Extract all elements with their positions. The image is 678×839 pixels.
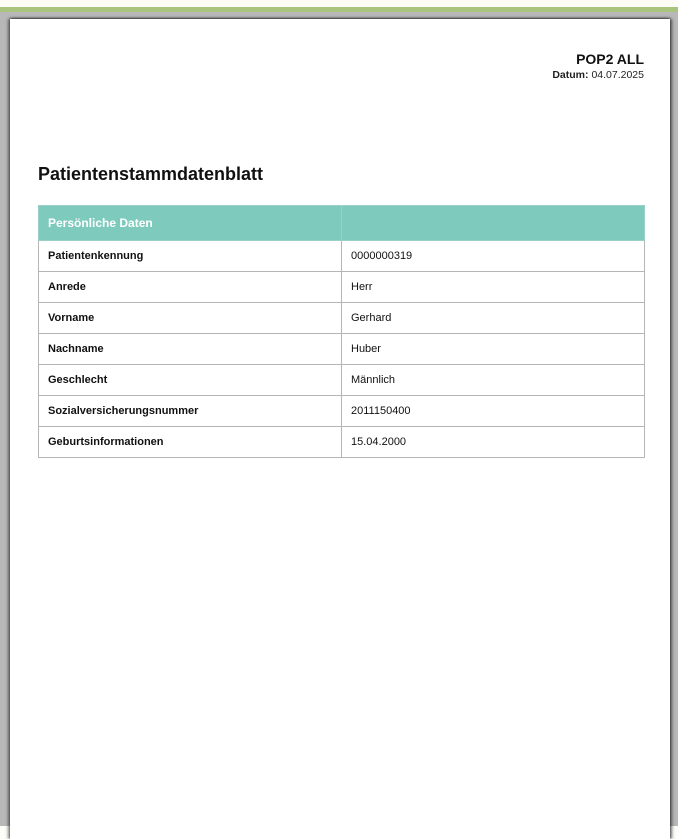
table-row: [39, 334, 645, 365]
report-title: POP2 ALL: [576, 51, 644, 67]
row-value: Gerhard: [342, 303, 645, 334]
table-row: [39, 396, 645, 427]
row-label: Patientenkennung: [39, 241, 342, 272]
row-label: Sozialversicherungsnummer: [39, 396, 342, 427]
table-row: [39, 365, 645, 396]
date-label: Datum:: [552, 69, 589, 81]
row-value: Herr: [342, 272, 645, 303]
date-value: 04.07.2025: [591, 69, 644, 81]
row-value: 15.04.2000: [342, 427, 645, 458]
page-title: Patientenstammdatenblatt: [38, 164, 264, 184]
table-header-empty: [342, 206, 645, 241]
row-label: Vorname: [39, 303, 342, 334]
document-header: [552, 51, 644, 82]
table-row: [39, 427, 645, 458]
row-value: 0000000319: [342, 241, 645, 272]
report-date: [552, 68, 644, 82]
window-top-strip: [0, 0, 678, 7]
table-row: [39, 241, 645, 272]
row-label: Anrede: [39, 272, 342, 303]
personal-data-table: [38, 205, 645, 458]
row-label: Nachname: [39, 334, 342, 365]
document-page: [10, 19, 670, 839]
table-row: [39, 303, 645, 334]
row-label: Geschlecht: [39, 365, 342, 396]
table-row: [39, 272, 645, 303]
row-label: Geburtsinformationen: [39, 427, 342, 458]
row-value: 2011150400: [342, 396, 645, 427]
row-value: Huber: [342, 334, 645, 365]
table-header-section: Persönliche Daten: [39, 206, 342, 241]
table-header-row: [39, 206, 645, 241]
row-value: Männlich: [342, 365, 645, 396]
